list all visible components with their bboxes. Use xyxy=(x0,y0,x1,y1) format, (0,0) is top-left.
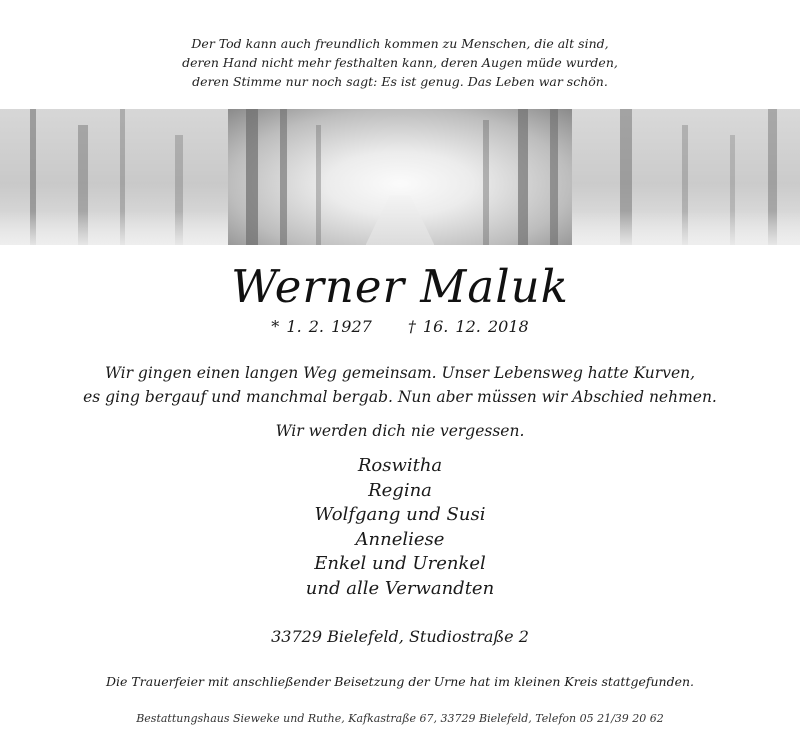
mourner: Anneliese xyxy=(355,528,445,550)
mourners-list xyxy=(0,454,800,602)
mourner: und alle Verwandten xyxy=(305,577,495,599)
closing-line: Wir werden dich nie vergessen. xyxy=(275,422,525,440)
quote-line: deren Stimme nur noch sagt: Es ist genug. Das Leben war schön. xyxy=(192,74,608,89)
funeral-notice: Die Trauerfeier mit anschließender Beisetzung der Urne hat im kleinen Kreis stattgefunden. xyxy=(105,674,694,689)
farewell-line: es ging bergauf und manchmal bergab. Nun aber müssen wir Abschied nehmen. xyxy=(83,388,717,406)
forest-banner-image xyxy=(0,109,800,245)
death-date: † 16. 12. 2018 xyxy=(407,317,529,336)
mourner: Regina xyxy=(368,479,432,501)
quote-block xyxy=(0,34,800,91)
forest-panel-left xyxy=(0,109,228,245)
forest-panel-center xyxy=(228,109,572,245)
birth-date: * 1. 2. 1927 xyxy=(271,317,372,336)
mourner: Enkel und Urenkel xyxy=(314,553,486,575)
funeral-home-footer: Bestattungshaus Sieweke und Ruthe, Kafkastraße 67, 33729 Bielefeld, Telefon 05 21/39 20 62 xyxy=(136,712,664,725)
farewell-text xyxy=(0,361,800,409)
mourner: Wolfgang und Susi xyxy=(314,504,486,526)
quote-line: Der Tod kann auch freundlich kommen zu Menschen, die alt sind, xyxy=(191,36,609,51)
family-address: 33729 Bielefeld, Studiostraße 2 xyxy=(271,627,529,646)
mourner: Roswitha xyxy=(357,455,443,476)
deceased-name: Werner Maluk xyxy=(231,260,569,313)
life-dates xyxy=(0,316,800,338)
quote-line: deren Hand nicht mehr festhalten kann, deren Augen müde wurden, xyxy=(182,55,618,70)
farewell-line: Wir gingen einen langen Weg gemeinsam. Unser Lebensweg hatte Kurven, xyxy=(104,364,696,382)
forest-panel-right xyxy=(572,109,800,245)
